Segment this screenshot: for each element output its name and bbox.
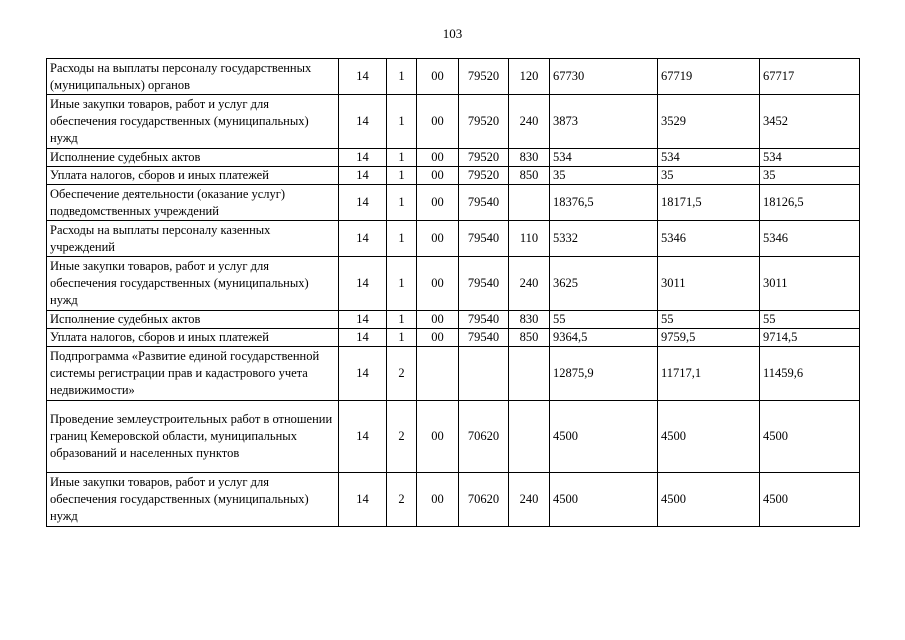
expense-type-code: 120 [509, 59, 550, 95]
amount-year-1: 12875,9 [550, 347, 658, 401]
row-name: Уплата налогов, сборов и иных платежей [47, 167, 339, 185]
subsection-code: 1 [387, 329, 417, 347]
table-row [47, 95, 860, 149]
amount-year-2: 55 [658, 311, 760, 329]
program-code: 00 [417, 311, 459, 329]
program-code: 00 [417, 59, 459, 95]
subsection-code: 1 [387, 59, 417, 95]
amount-year-2: 4500 [658, 473, 760, 527]
amount-year-3: 11459,6 [760, 347, 860, 401]
amount-year-1: 18376,5 [550, 185, 658, 221]
section-code: 14 [339, 167, 387, 185]
program-code: 00 [417, 329, 459, 347]
row-name: Подпрограмма «Развитие единой государственной системы регистрации прав и кадастрового учета недвижимости» [47, 347, 339, 401]
amount-year-2: 67719 [658, 59, 760, 95]
section-code: 14 [339, 347, 387, 401]
amount-year-1: 4500 [550, 473, 658, 527]
table-row [47, 221, 860, 257]
table-row [47, 473, 860, 527]
program-code [417, 347, 459, 401]
section-code: 14 [339, 257, 387, 311]
amount-year-3: 9714,5 [760, 329, 860, 347]
expense-type-code: 830 [509, 311, 550, 329]
expense-type-code [509, 401, 550, 473]
row-name: Исполнение судебных актов [47, 311, 339, 329]
target-code: 79520 [459, 149, 509, 167]
table-row [47, 149, 860, 167]
table-row [47, 59, 860, 95]
target-code: 79540 [459, 185, 509, 221]
target-code: 70620 [459, 401, 509, 473]
amount-year-3: 55 [760, 311, 860, 329]
amount-year-1: 3873 [550, 95, 658, 149]
row-name: Обеспечение деятельности (оказание услуг) подведомственных учреждений [47, 185, 339, 221]
amount-year-2: 11717,1 [658, 347, 760, 401]
subsection-code: 1 [387, 311, 417, 329]
row-name: Исполнение судебных актов [47, 149, 339, 167]
subsection-code: 1 [387, 167, 417, 185]
section-code: 14 [339, 185, 387, 221]
expense-type-code: 830 [509, 149, 550, 167]
program-code: 00 [417, 257, 459, 311]
subsection-code: 2 [387, 401, 417, 473]
amount-year-2: 4500 [658, 401, 760, 473]
amount-year-3: 3011 [760, 257, 860, 311]
program-code: 00 [417, 167, 459, 185]
amount-year-1: 55 [550, 311, 658, 329]
subsection-code: 1 [387, 149, 417, 167]
amount-year-2: 534 [658, 149, 760, 167]
expense-type-code: 240 [509, 473, 550, 527]
amount-year-1: 534 [550, 149, 658, 167]
section-code: 14 [339, 473, 387, 527]
section-code: 14 [339, 329, 387, 347]
section-code: 14 [339, 59, 387, 95]
amount-year-3: 5346 [760, 221, 860, 257]
row-name: Расходы на выплаты персоналу казенных учреждений [47, 221, 339, 257]
expense-type-code: 240 [509, 95, 550, 149]
expense-type-code: 850 [509, 167, 550, 185]
section-code: 14 [339, 221, 387, 257]
target-code: 79520 [459, 95, 509, 149]
target-code: 79540 [459, 329, 509, 347]
amount-year-2: 5346 [658, 221, 760, 257]
subsection-code: 1 [387, 185, 417, 221]
program-code: 00 [417, 473, 459, 527]
target-code: 79540 [459, 257, 509, 311]
section-code: 14 [339, 311, 387, 329]
amount-year-2: 9759,5 [658, 329, 760, 347]
table-row [47, 311, 860, 329]
amount-year-3: 35 [760, 167, 860, 185]
table-row [47, 257, 860, 311]
table-row [47, 347, 860, 401]
table-row [47, 167, 860, 185]
target-code [459, 347, 509, 401]
section-code: 14 [339, 95, 387, 149]
amount-year-1: 3625 [550, 257, 658, 311]
subsection-code: 1 [387, 95, 417, 149]
row-name: Иные закупки товаров, работ и услуг для обеспечения государственных (муниципальных) нужд [47, 95, 339, 149]
amount-year-2: 3529 [658, 95, 760, 149]
amount-year-3: 67717 [760, 59, 860, 95]
amount-year-3: 534 [760, 149, 860, 167]
subsection-code: 2 [387, 473, 417, 527]
amount-year-1: 5332 [550, 221, 658, 257]
amount-year-2: 3011 [658, 257, 760, 311]
row-name: Иные закупки товаров, работ и услуг для обеспечения государственных (муниципальных) нужд [47, 473, 339, 527]
subsection-code: 1 [387, 257, 417, 311]
program-code: 00 [417, 185, 459, 221]
amount-year-2: 35 [658, 167, 760, 185]
target-code: 79540 [459, 311, 509, 329]
amount-year-1: 67730 [550, 59, 658, 95]
expense-type-code [509, 347, 550, 401]
row-name: Расходы на выплаты персоналу государственных (муниципальных) органов [47, 59, 339, 95]
row-name: Проведение землеустроительных работ в отношении границ Кемеровской области, муниципальных образований и населенных пунктов [47, 401, 339, 473]
amount-year-3: 4500 [760, 473, 860, 527]
budget-table [46, 58, 860, 527]
row-name: Иные закупки товаров, работ и услуг для обеспечения государственных (муниципальных) нужд [47, 257, 339, 311]
expense-type-code [509, 185, 550, 221]
program-code: 00 [417, 401, 459, 473]
amount-year-2: 18171,5 [658, 185, 760, 221]
target-code: 70620 [459, 473, 509, 527]
page-number: 103 [442, 26, 463, 41]
section-code: 14 [339, 401, 387, 473]
table-row [47, 329, 860, 347]
expense-type-code: 240 [509, 257, 550, 311]
amount-year-1: 9364,5 [550, 329, 658, 347]
program-code: 00 [417, 221, 459, 257]
amount-year-3: 18126,5 [760, 185, 860, 221]
amount-year-3: 4500 [760, 401, 860, 473]
target-code: 79520 [459, 59, 509, 95]
section-code: 14 [339, 149, 387, 167]
table-row [47, 185, 860, 221]
target-code: 79520 [459, 167, 509, 185]
subsection-code: 2 [387, 347, 417, 401]
program-code: 00 [417, 149, 459, 167]
expense-type-code: 110 [509, 221, 550, 257]
table-row [47, 401, 860, 473]
row-name: Уплата налогов, сборов и иных платежей [47, 329, 339, 347]
expense-type-code: 850 [509, 329, 550, 347]
amount-year-1: 4500 [550, 401, 658, 473]
target-code: 79540 [459, 221, 509, 257]
amount-year-1: 35 [550, 167, 658, 185]
subsection-code: 1 [387, 221, 417, 257]
program-code: 00 [417, 95, 459, 149]
amount-year-3: 3452 [760, 95, 860, 149]
